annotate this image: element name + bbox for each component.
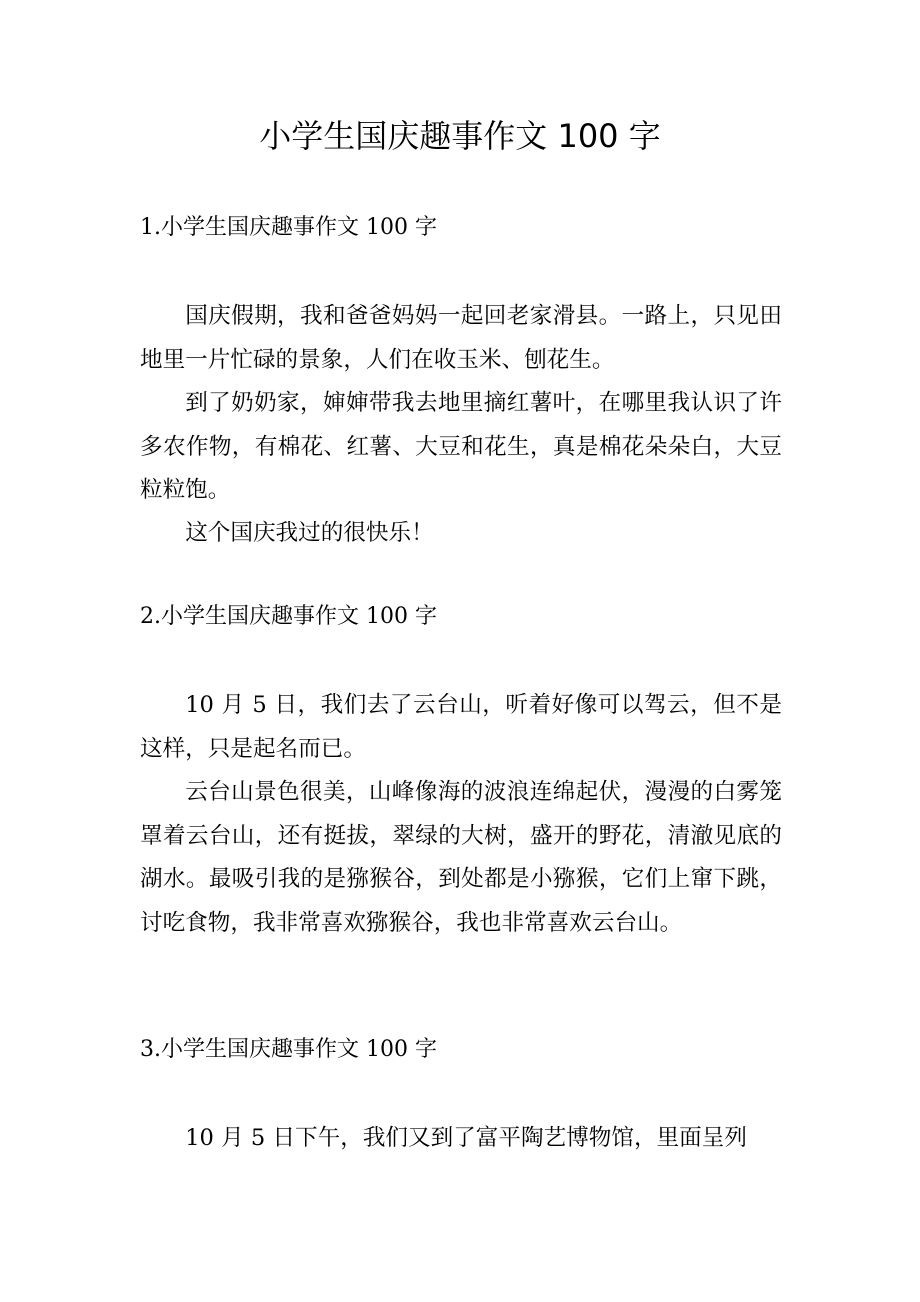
- section-2-heading: 2.小学生国庆趣事作文 100 字: [140, 604, 437, 629]
- section-3-heading: 3.小学生国庆趣事作文 100 字: [140, 1037, 437, 1062]
- section-1-paragraph-3: 这个国庆我过的很快乐！: [185, 520, 434, 546]
- section-1-heading: 1.小学生国庆趣事作文 100 字: [140, 215, 437, 240]
- section-2-paragraph-2: 云台山景色很美，山峰像海的波浪连绵起伏，漫漫的白雾笼罩着云台山，还有挺拔，翠绿的大树，盛开的野花，清澈见底的湖水。最吸引我的是猕猴谷，到处都是小猕猴，它们上窜下跳，讨吃食物，我非常喜欢猕猴谷，我也非常喜欢云台山。: [140, 779, 782, 936]
- section-2-paragraph-1: 10 月 5 日，我们去了云台山，听着好像可以驾云，但不是这样，只是起名而已。: [140, 692, 782, 762]
- section-1-paragraph-1: 国庆假期，我和爸爸妈妈一起回老家滑县。一路上，只见田地里一片忙碌的景象，人们在收玉米、刨花生。: [140, 303, 782, 373]
- section-1-paragraph-2: 到了奶奶家，婶婶带我去地里摘红薯叶，在哪里我认识了许多农作物，有棉花、红薯、大豆和花生，真是棉花朵朵白，大豆粒粒饱。: [140, 390, 782, 503]
- section-3-paragraph-1: 10 月 5 日下午，我们又到了富平陶艺博物馆，里面呈列: [185, 1125, 747, 1151]
- document-title: 小学生国庆趣事作文 100 字: [259, 117, 661, 155]
